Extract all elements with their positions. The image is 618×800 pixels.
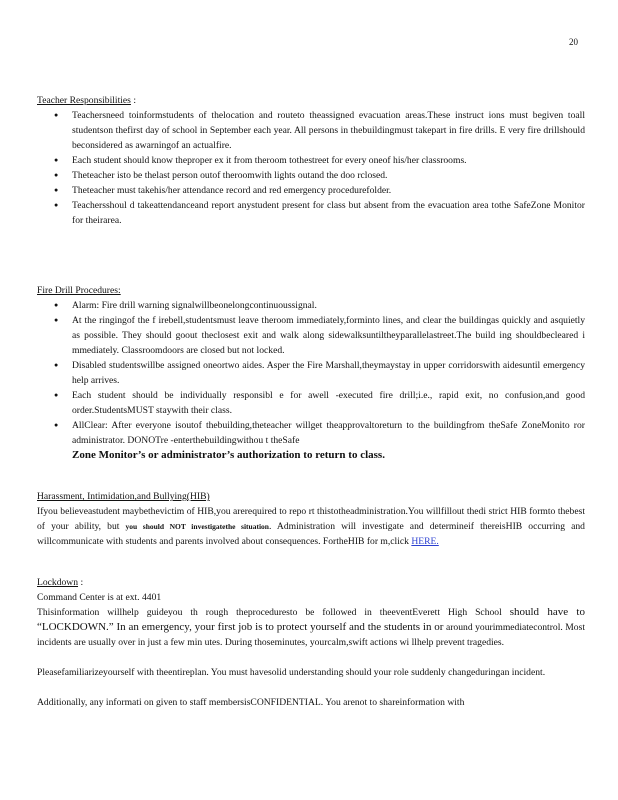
list-item: ● At the ringingof the f irebell,studentsmust leave theroom immediately,forminto lines, and clear the buildingas quickly and asquietly as possible. They should goout theclosest exit and walk along sidewalksuntiltheyparallelastreet.The build ing shouldbecleared i mmediately. Classroomdoors are closed but not locked.: [72, 313, 585, 358]
section-heading: [37, 489, 585, 504]
hib-heading: Harassment, Intimidation,and Bullying(HIB): [37, 491, 210, 502]
section-heading: [37, 93, 585, 108]
page-number: 20: [569, 37, 578, 47]
lockdown-intro-text: Thisinformation willhelp guideyou th rough theproceduresto be followed in theeventEverett High School: [37, 607, 502, 618]
lockdown-heading: Lockdown: [37, 577, 79, 588]
section-heading: [37, 575, 585, 590]
list-item: [72, 418, 585, 448]
hib-bold-text: you should NOT investigatethe situation: [125, 522, 269, 531]
list-item: ● Theteacher must takehis/her attendance record and red emergency procedurefolder.: [72, 183, 585, 198]
lockdown-intro-rest: around yourimmediatecontrol. Most incidents are usually over in just a few min utes. During thoseminutes, yourcalm,swift actions wi llhelp prevent tragedies.: [37, 622, 585, 648]
fire-drill-section: [37, 283, 585, 463]
list-item: ● Theteacher isto be thelast person outof theroomwith lights outand the doo rclosed.: [72, 168, 585, 183]
lockdown-section: [37, 575, 585, 710]
list-item: ● Each student should be individually responsibl e for awell -executed fire drill;i.e., rapid exit, no confusion,and good order.StudentsMUST staywith their class.: [72, 388, 585, 418]
allclear-text: AllClear: After everyone isoutof thebuilding,theteacher willget theapprovaltoreturn to the buildingfrom theSafe ZoneMonito ror administrator. DONOTre -enterthebuildingwithou t theSafe: [72, 420, 585, 446]
fire-list: [37, 298, 585, 448]
list-item: ● Alarm: Fire drill warning signalwillbeonelongcontinuoussignal.: [72, 298, 585, 313]
lockdown-paragraph-2: Pleasefamiliarizeyourself with theentireplan. You must havesolid understanding should your role suddenly changeduringan incident.: [37, 667, 546, 678]
list-item: ● Disabled studentswillbe assigned oneortwo aides. Asper the Fire Marshall,theymaystay in upper corridorswith aidesuntil emergency help arrives.: [72, 358, 585, 388]
list-item: ● Teachersshoul d takeattendanceand report anystudent present for class but absent from the evacuation area tothe SafeZone Monitor for theirarea.: [72, 198, 585, 228]
teacher-responsibilities-section: [37, 93, 585, 228]
command-center-line: Command Center is at ext. 4401: [37, 592, 162, 603]
lockdown-intro: [37, 605, 585, 650]
allclear-bold: Zone Monitor’s or administrator’s authorization to return to class.: [72, 449, 385, 461]
hib-text-2: . Administration will investigate and determineif thereisHIB occurring and willcommunicate with students and parents involved about consequences. FortheHIB for m,click: [37, 521, 585, 547]
lockdown-paragraph-3: Additionally, any informati on given to staff membersisCONFIDENTIAL. You arenot to shareinformation with: [37, 697, 465, 708]
list-item: ● Teachersneed toinformstudents of thelocation and routeto theassigned evacuation areas.These instruct ions must begiven toall studentson thefirst day of school in September each year. All persons in thebuildingmust takepart in fire drills. E very fire drillshould beconsidered as awarningof an actualfire.: [72, 108, 585, 153]
hib-text-1: Ifyou believeastudent maybethevictim of HIB,you arerequired to repo rt thistotheadministration.You willfillout thedi strict HIB formto thebest of your ability, but: [37, 506, 585, 532]
lockdown-intro-emphasis: should have to “LOCKDOWN.” In an emergency, your first job is to protect yourself and the students in or: [37, 606, 585, 633]
hib-paragraph: [37, 504, 585, 549]
list-item: ● Each student should know theproper ex it from theroom tothestreet for every oneof his/her classrooms.: [72, 153, 585, 168]
heading-colon: :: [80, 577, 84, 588]
teacher-list: [37, 108, 585, 228]
fire-heading: Fire Drill Procedures:: [37, 285, 121, 296]
hib-form-link[interactable]: HERE.: [411, 536, 439, 547]
section-heading: [37, 283, 585, 298]
teacher-heading: Teacher Responsibilities: [37, 95, 131, 106]
hib-section: [37, 489, 585, 549]
heading-colon: :: [133, 95, 136, 106]
